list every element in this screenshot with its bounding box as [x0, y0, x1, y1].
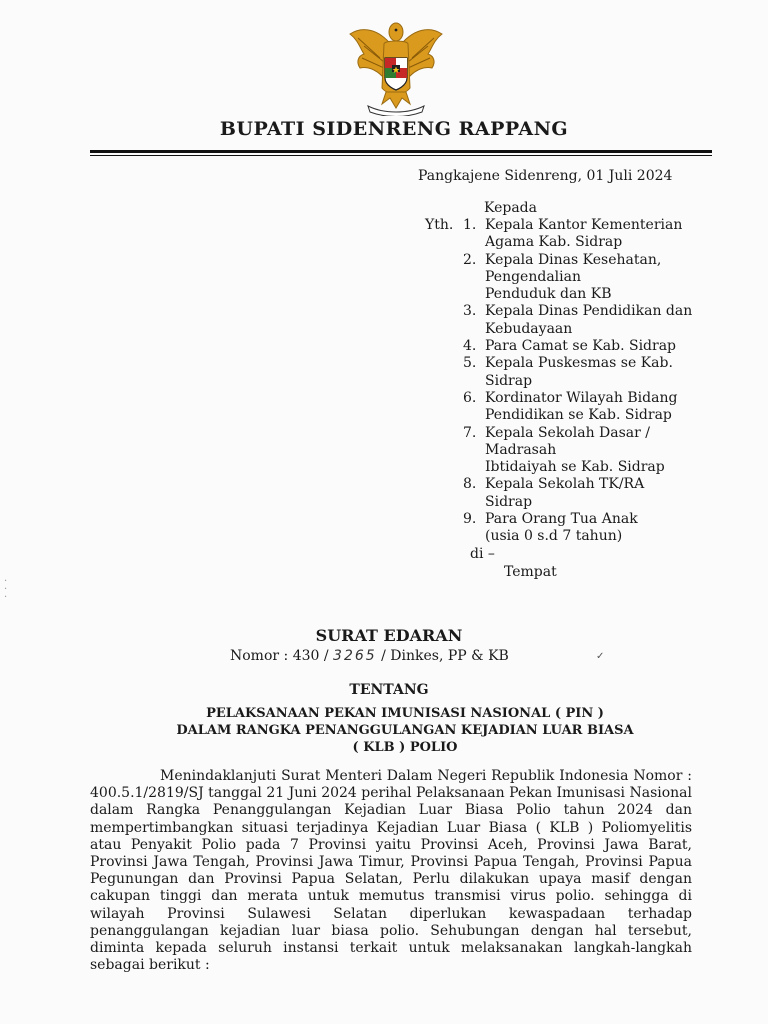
garuda-emblem-icon	[344, 18, 448, 116]
pen-mark: ✓	[596, 651, 605, 662]
list-item: 5. Kepala Puskesmas se Kab. Sidrap	[463, 355, 673, 389]
place-date: Pangkajene Sidenreng, 01 Juli 2024	[418, 168, 673, 184]
list-item: 4. Para Camat se Kab. Sidrap	[463, 338, 677, 355]
handwritten-number: 3265	[333, 648, 377, 664]
list-item: 1. Kepala Kantor Kementerian Agama Kab. Sidrap	[463, 217, 683, 251]
yth-label: Yth.	[425, 217, 454, 233]
list-item: 9. Para Orang Tua Anak (usia 0 s.d 7 tahun)	[463, 511, 638, 545]
header-title: BUPATI SIDENRENG RAPPANG	[219, 118, 569, 140]
list-item: 3. Kepala Dinas Pendidikan dan Kebudayaan	[463, 303, 693, 337]
di-label: di –	[470, 546, 495, 562]
scan-speck: · · ·	[4, 576, 8, 603]
list-item: 6. Kordinator Wilayah Bidang Pendidikan se Kab. Sidrap	[463, 389, 678, 424]
list-item: 7. Kepala Sekolah Dasar / Madrasah Ibtidaiyah se Kab. Sidrap	[463, 424, 665, 476]
list-item: 8. Kepala Sekolah TK/RA Sidrap	[463, 476, 645, 510]
tempat-label: Tempat	[504, 564, 557, 580]
list-item: 2. Kepala Dinas Kesehatan, Pengendalian Penduduk dan KB	[463, 251, 662, 303]
letter-number: Nomor : 430 / 3265 / Dinkes, PP & KB	[230, 648, 509, 664]
header-rule-thin	[90, 155, 712, 156]
header-rule-thick	[90, 150, 712, 153]
subject-heading: PELAKSANAAN PEKAN IMUNISASI NASIONAL ( PIN ) DALAM RANGKA PENANGGULANGAN KEJADIAN LUAR BIASA ( KLB ) POLIO	[176, 706, 634, 755]
body-paragraph: Menindaklanjuti Surat Menteri Dalam Negeri Republik Indonesia Nomor : 400.5.1/2819/SJ tanggal 21 Juni 2024 perihal Pelaksanaan Pekan Imunisasi Nasional dalam Rangka Penanggulangan Kejadian Luar Biasa Polio tahun 2024 dan mempertimbangkan situasi terjadinya Kejadian Luar Biasa ( KLB ) Poliomyelitis atau Penyakit Polio pada 7 Provinsi yaitu Provinsi Aceh, Provinsi Jawa Barat, Provinsi Jawa Tengah, Provinsi Jawa Timur, Provinsi Papua Tengah, Provinsi Papua Pegunungan dan Provinsi Papua Selatan, Perlu dilakukan upaya masif dengan cakupan tinggi dan merata untuk memutus transmisi virus polio. sehingga di wilayah Provinsi Sulawesi Selatan diperlukan kewaspadaan terhadap penanggulangan kejadian luar biasa polio. Sehubungan dengan hal tersebut, diminta kepada seluruh instansi terkait untuk melaksanakan langkah-langkah sebagai berikut :	[90, 768, 692, 974]
tentang-heading: TENTANG	[349, 682, 429, 698]
recipient-list	[463, 217, 692, 546]
surat-edaran-title: SURAT EDARAN	[315, 626, 463, 645]
kepada-label: Kepada	[484, 200, 537, 216]
